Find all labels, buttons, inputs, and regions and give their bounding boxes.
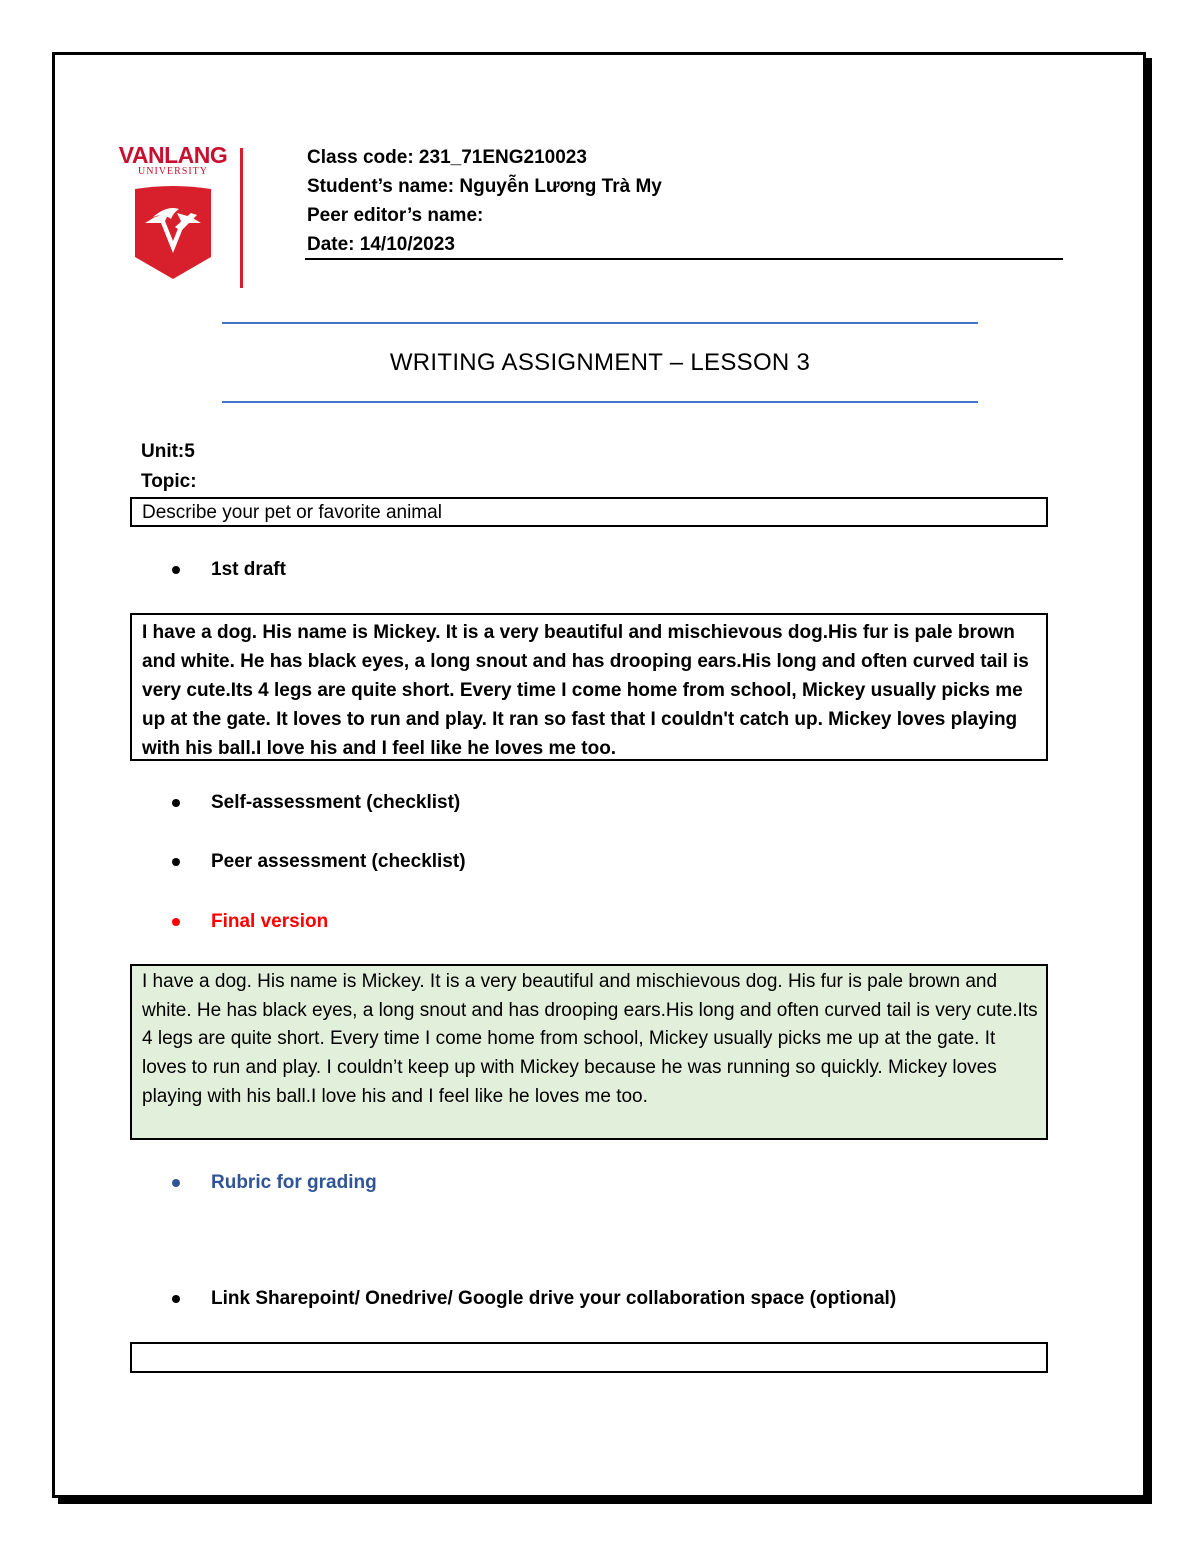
bullet-icon (172, 1295, 180, 1303)
bullet-icon (172, 566, 180, 574)
logo-name: VANLANG (118, 142, 228, 168)
unit-label: Unit:5 (141, 441, 195, 462)
logo-divider (240, 148, 243, 288)
bullet-peer-assessment (172, 851, 466, 873)
first-draft-box: I have a dog. His name is Mickey. It is a very beautiful and mischievous dog.His fur is pale brown and white. He has black eyes, a long snout and has drooping ears.His long and often curved tail is very cute.Its 4 legs are quite short. Every time I come home from school, Mickey usually picks me up at the gate. It loves to run and play. It ran so fast that I couldn't catch up. Mickey loves playing with his ball.I love his and I feel like he loves me too. (130, 613, 1048, 761)
class-code: Class code: 231_71ENG210023 (307, 147, 587, 168)
peer-editor-name: Peer editor’s name: (307, 205, 484, 226)
date: Date: 14/10/2023 (307, 234, 455, 255)
final-version-box: I have a dog. His name is Mickey. It is a very beautiful and mischievous dog. His fur is pale brown and white. He has black eyes, a long snout and has drooping ears.His long and often curved tail is very cute.Its 4 legs are quite short. Every time I come home from school, Mickey usually picks me up at the gate. It loves to run and play. I couldn’t keep up with Mickey because he was running so quickly. Mickey loves playing with his ball.I love his and I feel like he loves me too. (130, 964, 1048, 1140)
vanlang-logo (112, 143, 234, 283)
final-version-label: Final version (211, 911, 329, 932)
topic-box: Describe your pet or favorite animal (130, 497, 1048, 527)
rubric-label[interactable]: Rubric for grading (211, 1172, 377, 1193)
bullet-final-version (172, 911, 328, 933)
bullet-rubric (172, 1172, 377, 1194)
bullet-icon (172, 799, 180, 807)
header-info (307, 143, 662, 259)
self-assessment-label: Self-assessment (checklist) (211, 792, 461, 813)
header-underline (305, 258, 1063, 260)
bullet-icon (172, 1179, 180, 1187)
topic-label: Topic: (141, 471, 197, 492)
bullet-link (172, 1288, 896, 1310)
page-title: WRITING ASSIGNMENT – LESSON 3 (389, 349, 811, 376)
first-draft-label: 1st draft (211, 559, 286, 580)
title-rule-top (222, 322, 978, 324)
bullet-icon (172, 858, 180, 866)
student-name: Student’s name: Nguyễn Lương Trà My (307, 176, 662, 197)
title-rule-bottom (222, 401, 978, 403)
logo-subtitle: UNIVERSITY (138, 166, 208, 177)
bullet-self-assessment (172, 792, 460, 814)
shield-icon (131, 183, 215, 279)
link-input-box[interactable] (130, 1342, 1048, 1373)
peer-assessment-label: Peer assessment (checklist) (211, 851, 466, 872)
link-label: Link Sharepoint/ Onedrive/ Google drive your collaboration space (optional) (211, 1288, 897, 1309)
bullet-icon (172, 918, 180, 926)
bullet-first-draft (172, 559, 286, 581)
